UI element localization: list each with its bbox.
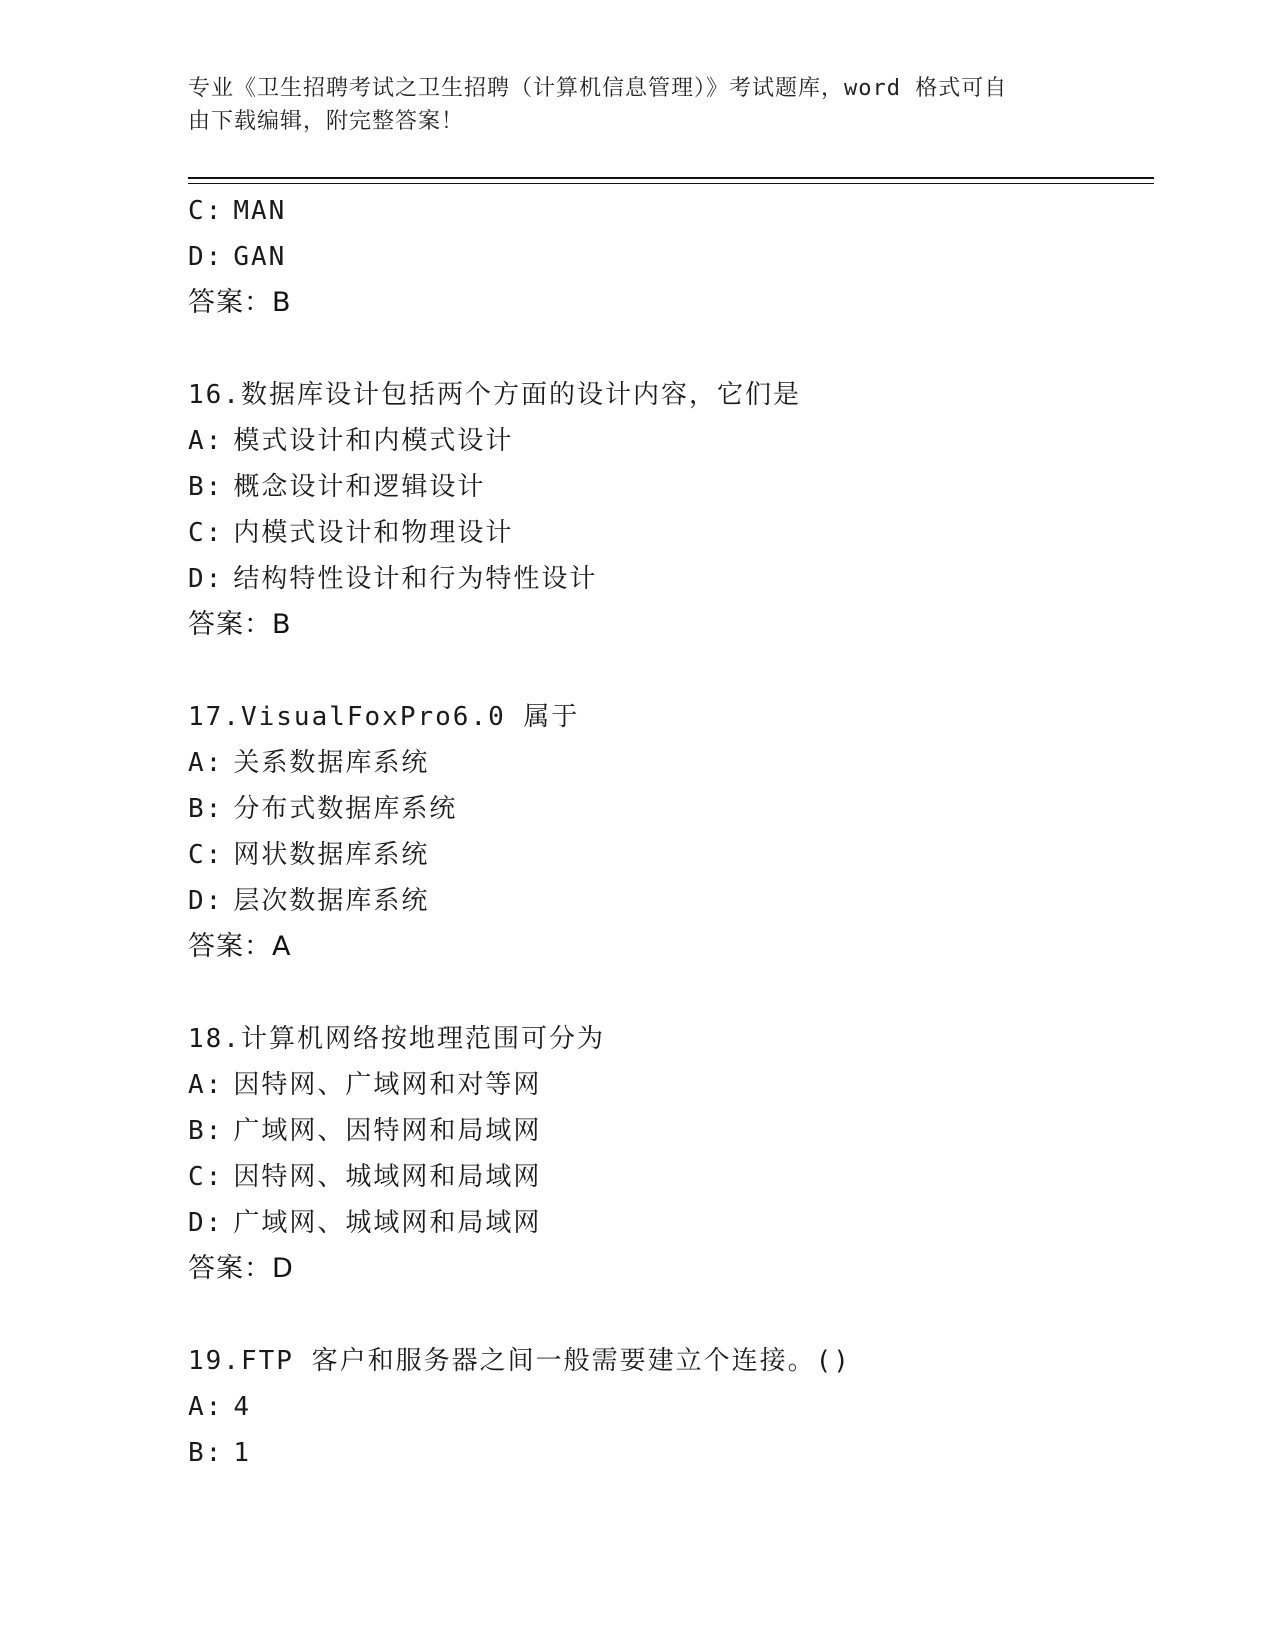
option-d [188, 1200, 1154, 1246]
spacer [188, 1292, 1154, 1338]
question-18 [188, 1016, 1154, 1292]
option-text: 网状数据库系统 [233, 840, 430, 870]
option-text: 广域网、城域网和局域网 [233, 1208, 542, 1238]
option-c [188, 832, 1154, 878]
answer-line: 答案：B [188, 287, 292, 318]
option-text: 广域网、因特网和局域网 [233, 1116, 542, 1146]
option-letter: C: [188, 840, 224, 870]
option-text: 关系数据库系统 [233, 748, 430, 778]
option-letter: C: [188, 1162, 224, 1192]
answer-line: 答案：A [188, 931, 292, 962]
option-letter: A: [188, 426, 224, 456]
question-17 [188, 694, 1154, 970]
header-divider-bottom [188, 183, 1154, 184]
answer-line: 答案：B [188, 609, 292, 640]
option-a [188, 1384, 1154, 1430]
option-c [188, 188, 1154, 234]
option-b [188, 1108, 1154, 1154]
option-text: 4 [233, 1392, 251, 1422]
header-line-1: 专业《卫生招聘考试之卫生招聘（计算机信息管理）》考试题库，word 格式可自 [188, 76, 1008, 101]
option-c [188, 510, 1154, 556]
question-stem: 17.VisualFoxPro6.0 属于 [188, 702, 580, 732]
option-text: 概念设计和逻辑设计 [233, 472, 486, 502]
option-b [188, 1430, 1154, 1476]
document-header [188, 72, 1088, 138]
option-letter: B: [188, 1438, 224, 1468]
option-d [188, 556, 1154, 602]
option-text: 模式设计和内模式设计 [233, 426, 514, 456]
option-d [188, 878, 1154, 924]
option-text: 层次数据库系统 [233, 886, 430, 916]
header-line-2: 由下载编辑，附完整答案！ [188, 109, 465, 134]
option-text: 因特网、广域网和对等网 [233, 1070, 542, 1100]
option-text: GAN [233, 242, 287, 272]
spacer [188, 326, 1154, 372]
question-19 [188, 1338, 1154, 1476]
option-a [188, 418, 1154, 464]
option-text: 分布式数据库系统 [233, 794, 458, 824]
spacer [188, 970, 1154, 1016]
option-letter: D: [188, 1208, 224, 1238]
option-c [188, 1154, 1154, 1200]
option-letter: D: [188, 886, 224, 916]
option-letter: A: [188, 1070, 224, 1100]
option-text: 1 [233, 1438, 251, 1468]
option-letter: C: [188, 196, 224, 226]
question-stem: 18.计算机网络按地理范围可分为 [188, 1024, 605, 1054]
option-text: 因特网、城域网和局域网 [233, 1162, 542, 1192]
option-letter: B: [188, 1116, 224, 1146]
option-letter: D: [188, 564, 224, 594]
question-stem: 16.数据库设计包括两个方面的设计内容，它们是 [188, 380, 801, 410]
option-a [188, 1062, 1154, 1108]
question-list [188, 188, 1154, 1476]
option-text: 内模式设计和物理设计 [233, 518, 514, 548]
question-16 [188, 372, 1154, 648]
header-divider-top [188, 177, 1154, 179]
answer-line: 答案：D [188, 1253, 294, 1284]
spacer [188, 648, 1154, 694]
option-letter: C: [188, 518, 224, 548]
option-text: MAN [233, 196, 287, 226]
option-a [188, 740, 1154, 786]
option-text: 结构特性设计和行为特性设计 [233, 564, 598, 594]
option-letter: D: [188, 242, 224, 272]
option-b [188, 464, 1154, 510]
option-letter: B: [188, 472, 224, 502]
question-stem: 19.FTP 客户和服务器之间一般需要建立个连接。() [188, 1346, 851, 1376]
question-15-continued [188, 188, 1154, 326]
option-letter: A: [188, 1392, 224, 1422]
option-b [188, 786, 1154, 832]
option-letter: B: [188, 794, 224, 824]
option-d [188, 234, 1154, 280]
option-letter: A: [188, 748, 224, 778]
